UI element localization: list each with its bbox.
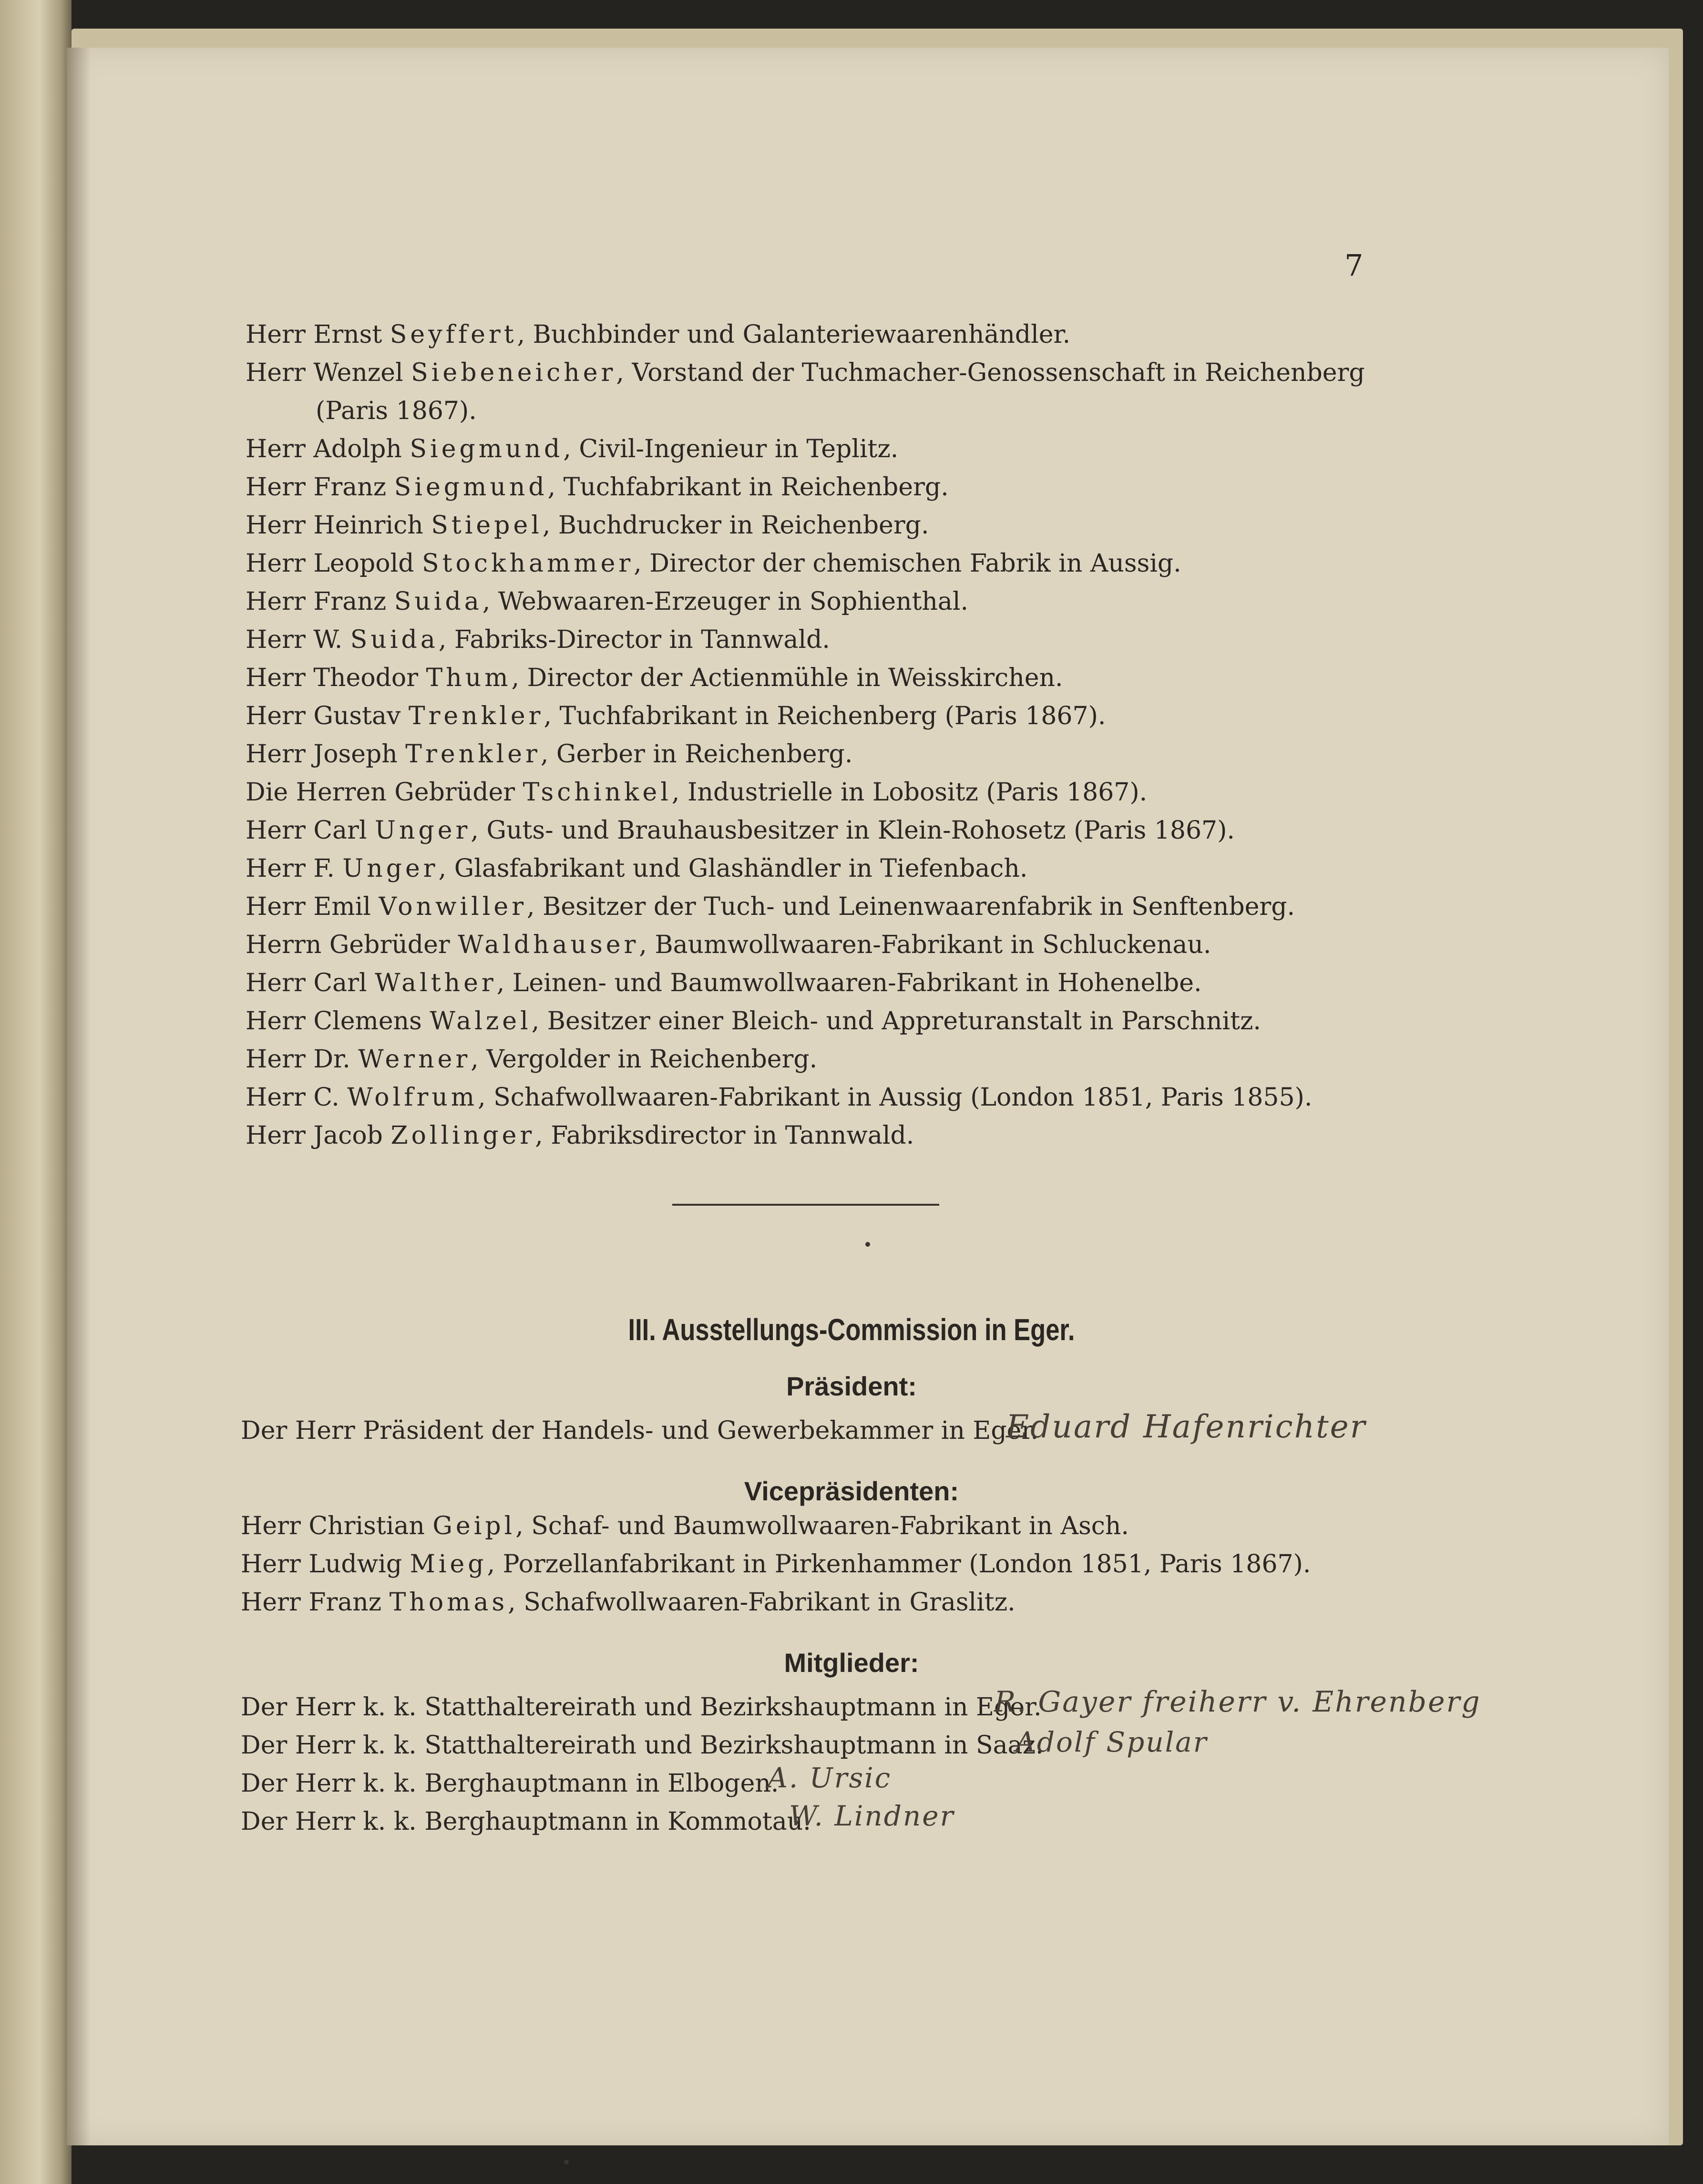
list-item: Herr Ludwig Mieg, Porzellanfabrikant in Pirkenhammer (London 1851, Paris 1867). <box>241 1550 1311 1579</box>
member-signature: A. Ursic <box>768 1762 892 1794</box>
list-item: Herr Christian Geipl, Schaf- und Baumwollwaaren-Fabrikant in Asch. <box>241 1512 1129 1540</box>
list-item: Herr Heinrich Stiepel, Buchdrucker in Reichenberg. <box>246 511 929 540</box>
section-title: III. Ausstellungs-Commission in Eger. <box>628 1312 1075 1347</box>
list-item: Herr Carl Walther, Leinen- und Baumwollwaaren-Fabrikant in Hohenelbe. <box>246 969 1202 997</box>
member-signature: Adolf Spular <box>1016 1726 1208 1758</box>
list-item: Herr Ernst Seyffert, Buchbinder und Galanteriewaarenhändler. <box>246 320 1071 349</box>
list-item: Herr Clemens Walzel, Besitzer einer Bleich- und Appreturanstalt in Parschnitz. <box>246 1007 1261 1036</box>
member-line: Der Herr k. k. Berghauptmann in Kommotau. <box>241 1807 811 1836</box>
list-item: Herr Leopold Stockhammer, Director der chemischen Fabrik in Aussig. <box>246 549 1181 578</box>
list-item: Herr W. Suida, Fabriks-Director in Tannwald. <box>246 625 830 654</box>
president-signature: Eduard Hafenrichter <box>1006 1408 1367 1445</box>
members-heading: Mitglieder: <box>784 1648 919 1678</box>
gutter-shadow <box>67 48 91 2145</box>
list-item: Die Herren Gebrüder Tschinkel, Industrielle in Lobositz (Paris 1867). <box>246 778 1148 807</box>
paper-speck <box>865 1242 870 1247</box>
facing-page-edge <box>0 0 72 2184</box>
list-item: Herr Dr. Werner, Vergolder in Reichenberg. <box>246 1045 818 1074</box>
list-item: Herrn Gebrüder Waldhauser, Baumwollwaaren-Fabrikant in Schluckenau. <box>246 931 1211 959</box>
vicepresidents-heading: Vicepräsidenten: <box>744 1476 959 1506</box>
page-number: 7 <box>1344 248 1364 283</box>
president-line: Der Herr Präsident der Handels- und Gewerbekammer in Eger. <box>241 1416 1039 1445</box>
list-item: Herr Franz Thomas, Schafwollwaaren-Fabrikant in Graslitz. <box>241 1588 1016 1617</box>
list-item-continuation: (Paris 1867). <box>316 397 477 425</box>
list-item: Herr Carl Unger, Guts- und Brauhausbesitzer in Klein-Rohosetz (Paris 1867). <box>246 816 1235 845</box>
member-signature: W. Lindner <box>789 1800 955 1832</box>
member-line: Der Herr k. k. Statthaltereirath und Bezirkshauptmann in Eger. <box>241 1693 1042 1722</box>
member-line: Der Herr k. k. Berghauptmann in Elbogen. <box>241 1769 779 1798</box>
list-item: Herr Adolph Siegmund, Civil-Ingenieur in Teplitz. <box>246 435 899 463</box>
list-item: Herr F. Unger, Glasfabrikant und Glashändler in Tiefenbach. <box>246 854 1028 883</box>
list-item: Herr C. Wolfrum, Schafwollwaaren-Fabrikant in Aussig (London 1851, Paris 1855). <box>246 1083 1313 1112</box>
list-item: Herr Franz Siegmund, Tuchfabrikant in Reichenberg. <box>246 473 949 502</box>
member-line: Der Herr k. k. Statthaltereirath und Bezirkshauptmann in Saaz. <box>241 1731 1044 1760</box>
list-item: Herr Jacob Zollinger, Fabriksdirector in Tannwald. <box>246 1121 914 1150</box>
list-item: Herr Gustav Trenkler, Tuchfabrikant in Reichenberg (Paris 1867). <box>246 702 1106 730</box>
list-item: Herr Joseph Trenkler, Gerber in Reichenberg. <box>246 740 853 769</box>
section-divider <box>672 1204 939 1206</box>
member-signature: R. Gayer freiherr v. Ehrenberg <box>994 1685 1481 1719</box>
paper-speck <box>564 2160 569 2164</box>
list-item: Herr Theodor Thum, Director der Actienmühle in Weisskirchen. <box>246 664 1063 692</box>
list-item: Herr Wenzel Siebeneicher, Vorstand der Tuchmacher-Genossenschaft in Reichenberg <box>246 359 1365 387</box>
list-item: Herr Franz Suida, Webwaaren-Erzeuger in Sophienthal. <box>246 587 969 616</box>
president-heading: Präsident: <box>786 1371 917 1401</box>
list-item: Herr Emil Vonwiller, Besitzer der Tuch- und Leinenwaarenfabrik in Senftenberg. <box>246 892 1295 921</box>
